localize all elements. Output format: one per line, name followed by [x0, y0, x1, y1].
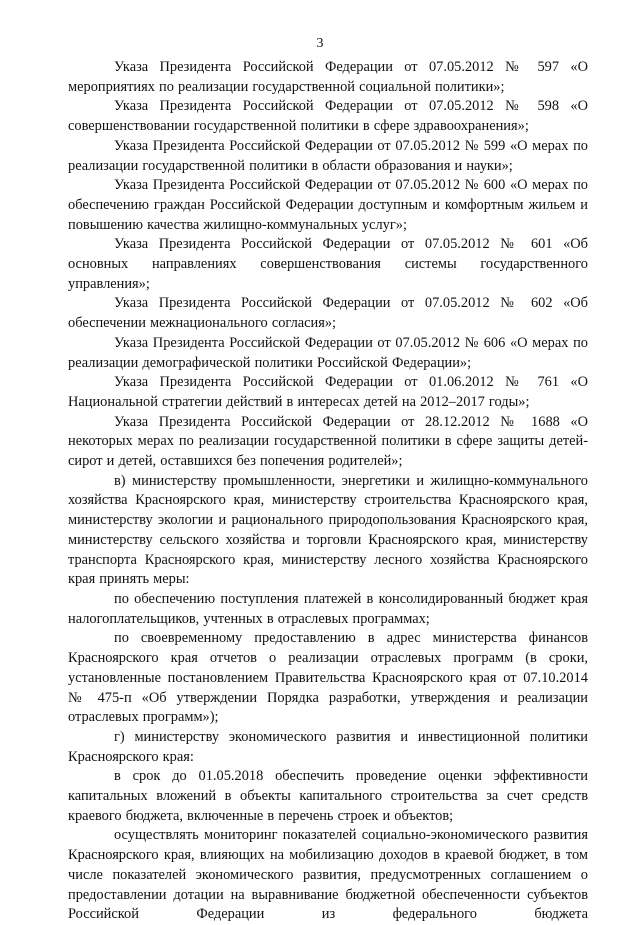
paragraph-decree-1688: Указа Президента Российской Федерации от 28.12.2012 № 1688 «О некоторых мерах по реализации государственной политики в сфере защиты детей-сирот и детей, оставшихся без попечения родителей»;: [68, 413, 588, 470]
paragraph-decree-598: Указа Президента Российской Федерации от 07.05.2012 № 598 «О совершенствовании государственной политики в сфере здравоохранения»;: [68, 98, 588, 135]
paragraph-monitoring: осуществлять мониторинг показателей социально-экономического развития Красноярского края, влияющих на мобилизацию доходов в краевой бюджет, в том числе показателей экономического развития, предусмотренных соглашением о предоставлении дотации на выравнивание бюджетной обеспеченности субъектов Российской Федерации из федерального бюджета: [68, 827, 588, 923]
paragraph-reports: по своевременному предоставлению в адрес министерства финансов Красноярского края отчетов о реализации отраслевых программ (в сроки, установленные постановлением Правительства Красноярского края от 07.10.2014 № 475-п «Об утверждении Порядка разработки, утверждения и реализации отраслевых программ»);: [68, 630, 588, 726]
paragraph-decree-606: Указа Президента Российской Федерации от 07.05.2012 № 606 «О мерах по реализации демографической политики Российской Федерации»;: [68, 334, 588, 371]
document-body: [68, 58, 588, 925]
paragraph-decree-601: Указа Президента Российской Федерации от 07.05.2012 № 601 «Об основных направлениях совершенствования системы государственного управления»;: [68, 236, 588, 292]
paragraph-decree-599: Указа Президента Российской Федерации от 07.05.2012 № 599 «О мерах по реализации государственной политики в области образования и науки»;: [68, 137, 588, 174]
paragraph-decree-602: Указа Президента Российской Федерации от 07.05.2012 № 602 «Об обеспечении межнационального согласия»;: [68, 295, 588, 332]
paragraph-decree-600: Указа Президента Российской Федерации от 07.05.2012 № 600 «О мерах по обеспечению граждан Российской Федерации доступным и комфортным жильем и повышению качества жилищно-коммунальных услуг»;: [68, 177, 588, 233]
paragraph-item-v: в) министерству промышленности, энергетики и жилищно-коммунального хозяйства Красноярского края, министерству строительства Красноярского края, министерству экологии и рационального природопользования Красноярского края, министерству сельского хозяйства и торговли Красноярского края, министерству транспорта Красноярского края, министерству лесного хозяйства Красноярского края принять меры:: [68, 472, 588, 588]
paragraph-evaluation: в срок до 01.05.2018 обеспечить проведение оценки эффективности капитальных вложений в объекты капитального строительства за счет средств краевого бюджета, включенные в перечень строек и объектов;: [68, 768, 588, 824]
paragraph-decree-597: Указа Президента Российской Федерации от 07.05.2012 № 597 «О мероприятиях по реализации государственной социальной политики»;: [68, 59, 588, 95]
paragraph-item-g: г) министерству экономического развития и инвестиционной политики Красноярского края:: [68, 728, 588, 765]
page-number: 3: [316, 36, 324, 51]
paragraph-decree-761: Указа Президента Российской Федерации от 01.06.2012 № 761 «О Национальной стратегии действий в интересах детей на 2012–2017 годы»;: [68, 374, 588, 410]
paragraph-payments: по обеспечению поступления платежей в консолидированный бюджет края налогоплательщиков, учтенных в отраслевых программах;: [68, 590, 588, 627]
